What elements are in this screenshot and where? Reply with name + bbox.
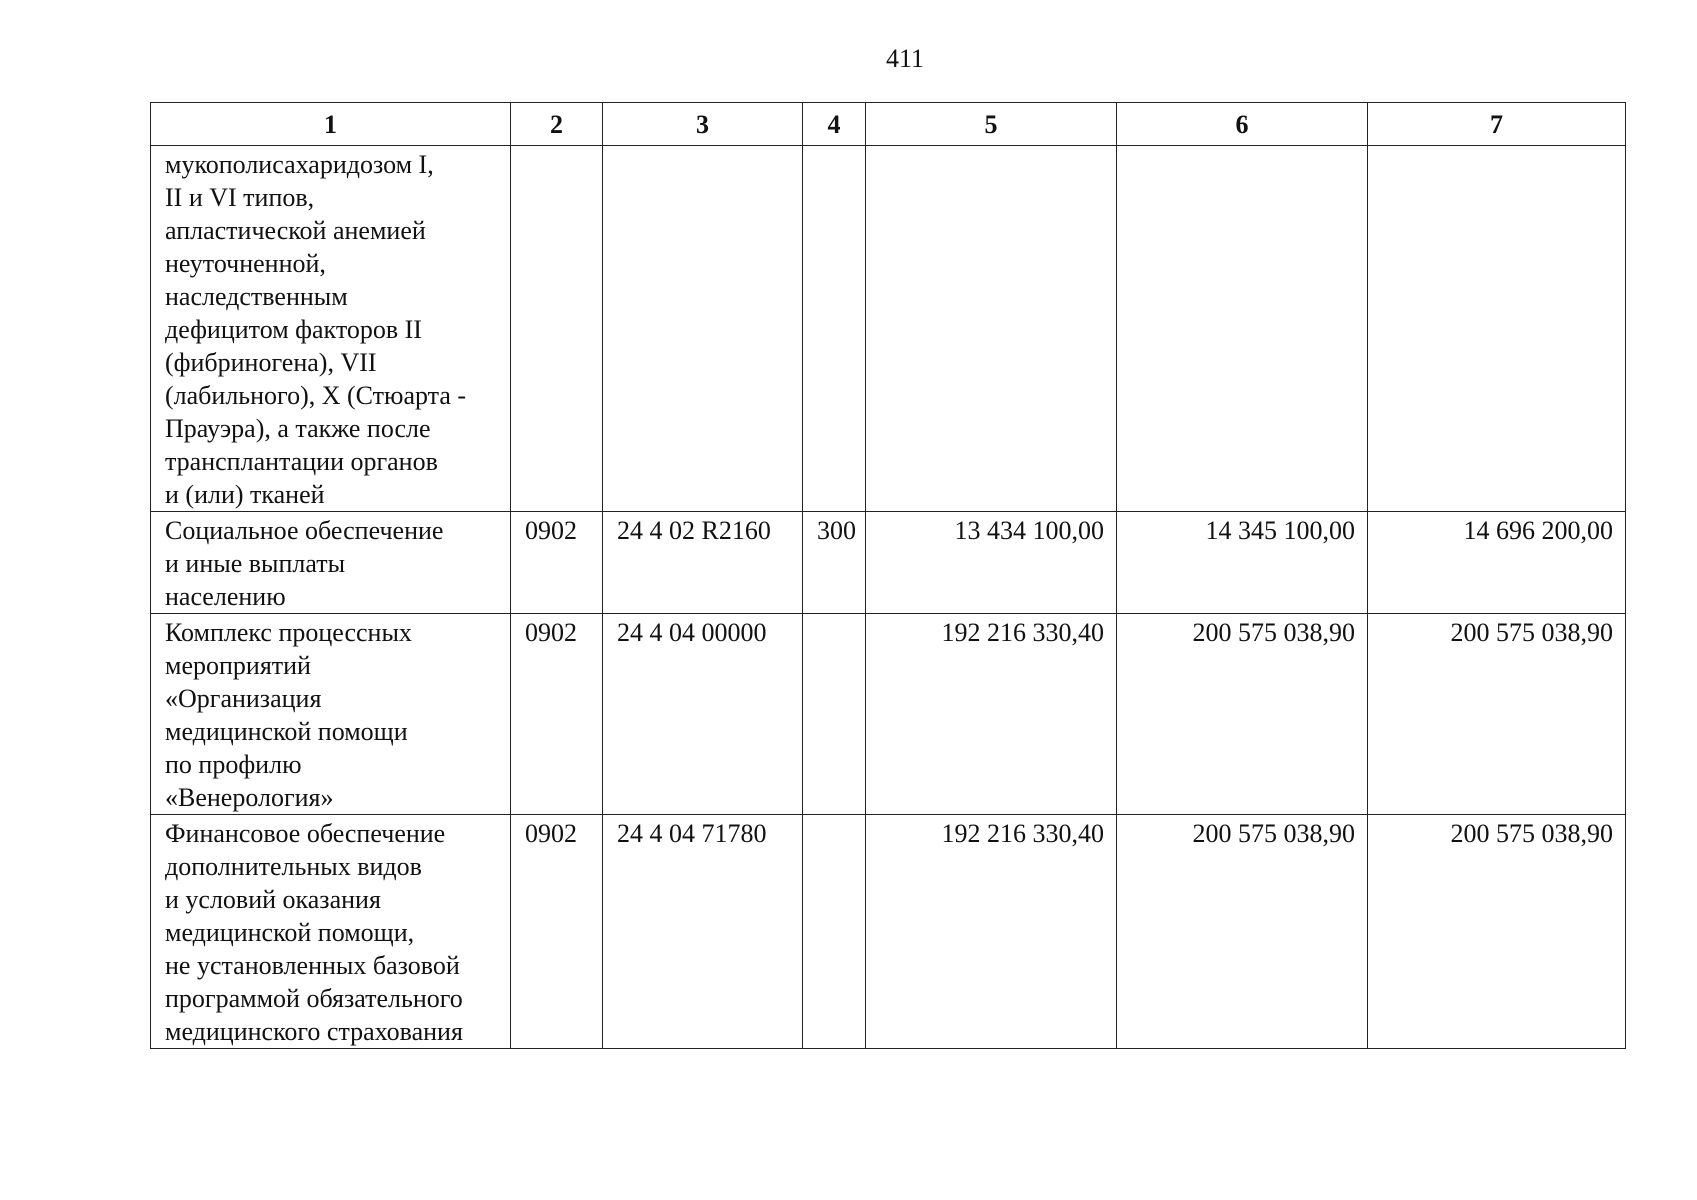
- header-row: [151, 103, 1626, 146]
- row-name-line: медицинского страхования: [165, 1017, 463, 1046]
- row-name-line: «Венерология»: [165, 783, 334, 812]
- row-name-line: наследственным: [165, 282, 348, 311]
- section-code-cell: 0902: [511, 614, 603, 815]
- amount-year-3-cell: 200 575 038,90: [1368, 614, 1626, 815]
- row-name-line: и иные выплаты: [165, 549, 346, 578]
- amount-year-2-cell: [1117, 146, 1368, 512]
- expense-type-cell: [803, 815, 866, 1049]
- row-name-line: и условий оказания: [165, 885, 381, 914]
- row-name-cell: [151, 146, 511, 512]
- row-name-line: мукополисахаридозом I,: [165, 150, 434, 179]
- column-header-4: 4: [803, 103, 866, 146]
- amount-year-1-cell: 13 434 100,00: [866, 512, 1117, 614]
- expense-type-cell: [803, 614, 866, 815]
- amount-year-3-cell: 200 575 038,90: [1368, 815, 1626, 1049]
- article-code-cell: 24 4 02 R2160: [603, 512, 803, 614]
- section-code-cell: 0902: [511, 815, 603, 1049]
- budget-table: [150, 102, 1626, 1049]
- row-name-line: не установленных базовой: [165, 951, 460, 980]
- column-header-1: 1: [151, 103, 511, 146]
- column-header-2: 2: [511, 103, 603, 146]
- section-code-cell: [511, 146, 603, 512]
- amount-year-2-cell: 200 575 038,90: [1117, 614, 1368, 815]
- row-name-line: (фибриногена), VII: [165, 348, 377, 377]
- row-name-line: дополнительных видов: [165, 852, 422, 881]
- row-name-line: программой обязательного: [165, 984, 463, 1013]
- table-row: [151, 512, 1626, 614]
- row-name-line: Прауэра), а также после: [165, 414, 431, 443]
- row-name-line: трансплантации органов: [165, 447, 438, 476]
- amount-year-2-cell: 200 575 038,90: [1117, 815, 1368, 1049]
- expense-type-cell: [803, 146, 866, 512]
- row-name-cell: [151, 614, 511, 815]
- table-row: [151, 614, 1626, 815]
- row-name-line: неуточненной,: [165, 249, 326, 278]
- column-header-5: 5: [866, 103, 1117, 146]
- amount-year-3-cell: 14 696 200,00: [1368, 512, 1626, 614]
- row-name-line: апластической анемией: [165, 216, 426, 245]
- row-name-line: Социальное обеспечение: [165, 516, 444, 545]
- row-name-line: II и VI типов,: [165, 183, 315, 212]
- row-name-line: (лабильного), X (Стюарта -: [165, 381, 467, 410]
- amount-year-3-cell: [1368, 146, 1626, 512]
- article-code-cell: [603, 146, 803, 512]
- row-name-line: по профилю: [165, 750, 302, 779]
- table-row: [151, 146, 1626, 512]
- column-header-7: 7: [1368, 103, 1626, 146]
- row-name-line: мероприятий: [165, 651, 311, 680]
- amount-year-1-cell: 192 216 330,40: [866, 815, 1117, 1049]
- article-code-cell: 24 4 04 71780: [603, 815, 803, 1049]
- table-row: [151, 815, 1626, 1049]
- article-code-cell: 24 4 04 00000: [603, 614, 803, 815]
- row-name-cell: [151, 512, 511, 614]
- page-number: 411: [885, 44, 925, 73]
- row-name-line: медицинской помощи,: [165, 918, 415, 947]
- row-name-line: дефицитом факторов II: [165, 315, 422, 344]
- column-header-3: 3: [603, 103, 803, 146]
- row-name-line: медицинской помощи: [165, 717, 408, 746]
- column-header-6: 6: [1117, 103, 1368, 146]
- row-name-line: населению: [165, 582, 286, 611]
- row-name-line: Комплекс процессных: [165, 618, 412, 647]
- row-name-cell: [151, 815, 511, 1049]
- expense-type-cell: 300: [803, 512, 866, 614]
- row-name-line: и (или) тканей: [165, 480, 325, 509]
- amount-year-1-cell: 192 216 330,40: [866, 614, 1117, 815]
- row-name-line: «Организация: [165, 684, 322, 713]
- amount-year-2-cell: 14 345 100,00: [1117, 512, 1368, 614]
- section-code-cell: 0902: [511, 512, 603, 614]
- amount-year-1-cell: [866, 146, 1117, 512]
- row-name-line: Финансовое обеспечение: [165, 819, 446, 848]
